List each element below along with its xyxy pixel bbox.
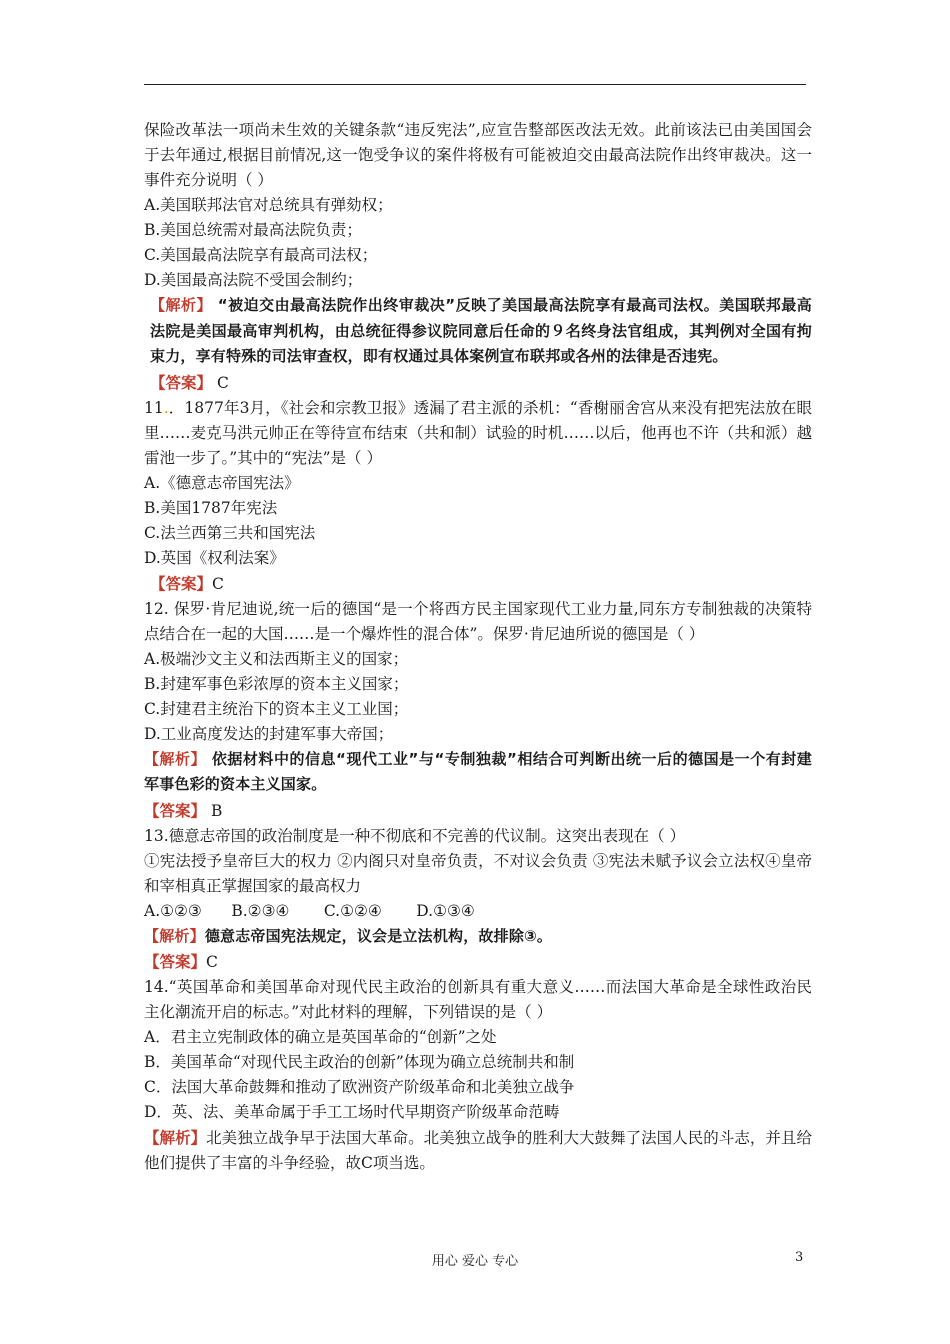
q11-stem-text: ．1877年3月，《社会和宗教卫报》透漏了君主派的杀机：“香榭丽舍宫从来没有把宪法放在眼里……麦克马洪元帅正在等待宣布结束（共和制）试验的时机……以后，他再也不许（共和派）越雷池一步了。”其中的“宪法”是（ ） [144, 398, 812, 467]
q11-option-b: B.美国1787年宪法 [144, 498, 278, 517]
q10-answer [150, 370, 812, 396]
q11-marker: . [163, 398, 169, 417]
answer-tag: 【答案】 [150, 573, 213, 593]
page-content [144, 118, 812, 1176]
q12-answer [144, 798, 812, 824]
analysis-tag: 【解析】 [144, 926, 205, 945]
q12-option-d: D.工业高度发达的封建军事大帝国； [144, 724, 394, 743]
answer-tag: 【答案】 [150, 372, 213, 392]
q13-answer-value: C [206, 953, 218, 971]
analysis-tag: 【解析】 [144, 1128, 207, 1147]
q11-answer-value: C [212, 574, 224, 593]
q10-analysis-text: “被迫交由最高法院作出终审裁决”反映了美国最高法院享有最高司法权。美国联邦最高法院是美国最高审判机构，由总统征得参议院同意后任命的９名终身法官组成，其判例对全国有拘束力，享有特殊的司法审查权，即有权通过具体案例宣布联邦或各州的法律是否违宪。 [150, 296, 812, 365]
q12-option-b: B.封建军事色彩浓厚的资本主义国家； [144, 674, 409, 693]
q12-analysis-text: 依据材料中的信息“现代工业”与“专制独裁”相结合可判断出统一后的德国是一个有封建军事色彩的资本主义国家。 [144, 749, 812, 793]
page-footer [0, 1250, 950, 1272]
q10-option-a: A.美国联邦法官对总统具有弹劾权； [144, 196, 393, 214]
q13-items: ①宪法授予皇帝巨大的权力 ②内阁只对皇帝负责，不对议会负责 ③宪法未赋予议会立法权④皇帝和宰相真正掌握国家的最高权力 [144, 851, 812, 895]
q13-choices: A.①②③ B.②③④ C.①②④ D.①③④ [144, 901, 475, 920]
q12-option-c: C.封建君主统治下的资本主义工业国； [144, 699, 409, 718]
q10-analysis [150, 293, 812, 370]
page-number: 3 [795, 1250, 804, 1265]
answer-tag: 【答案】 [144, 800, 207, 820]
q11-option-a: A.《德意志帝国宪法》 [144, 473, 300, 492]
q14-option-b: B．美国革命“对现代民主政治的创新”体现为确立总统制共和制 [144, 1053, 575, 1071]
q10-option-b: B.美国总统需对最高法院负责； [144, 221, 362, 239]
footer-text: 用心 爱心 专心 [431, 1254, 519, 1269]
q10-answer-value: C [212, 373, 229, 392]
q11-stem [144, 396, 812, 471]
q11-answer [150, 571, 812, 597]
q12-analysis [144, 747, 812, 798]
q12-answer-value: B [206, 801, 223, 820]
q11-number: 11 [144, 398, 164, 417]
q14-option-d: D．英、法、美革命属于手工工场时代早期资产阶级革命范畴 [144, 1103, 560, 1121]
q11-option-c: C.法兰西第三共和国宪法 [144, 523, 316, 542]
q13-analysis-text: 德意志帝国宪法规定，议会是立法机构，故排除③。 [204, 926, 553, 945]
q14-stem: 14.“英国革命和美国革命对现代民主政治的创新具有重大意义……而法国大革命是全球性政治民主化潮流开启的标志。”对此材料的理解，下列错误的是（ ） [144, 978, 812, 1021]
q11-option-d: D.英国《权利法案》 [144, 548, 285, 567]
q13-answer [144, 949, 812, 975]
analysis-tag: 【解析】 [150, 296, 213, 314]
analysis-tag: 【解析】 [144, 749, 207, 768]
q12-stem: 12. 保罗·肯尼迪说,统一后的德国“是一个将西方民主国家现代工业力量,同东方专制独裁的决策特点结合在一起的大国……是一个爆炸性的混合体”。保罗·肯尼迪所说的德国是（ ） [144, 599, 812, 643]
q13-stem: 13.德意志帝国的政治制度是一种不彻底和不完善的代议制。这突出表现在（ ） [144, 826, 686, 845]
header-rule [144, 84, 806, 85]
q10-option-c: C.美国最高法院享有最高司法权； [144, 246, 378, 264]
q14-analysis [144, 1125, 812, 1176]
q14-option-c: C．法国大革命鼓舞和推动了欧洲资产阶级革命和北美独立战争 [144, 1078, 575, 1096]
q14-option-a: A．君主立宪制政体的确立是英国革命的“创新”之处 [144, 1028, 497, 1046]
q12-option-a: A.极端沙文主义和法西斯主义的国家； [144, 649, 409, 668]
q14-analysis-text: 北美独立战争早于法国大革命。北美独立战争的胜利大大鼓舞了法国人民的斗志，并且给他们提供了丰富的斗争经验，故C项当选。 [144, 1129, 812, 1172]
answer-tag: 【答案】 [144, 952, 207, 971]
q13-analysis [144, 924, 812, 950]
q10-stem: 保险改革法一项尚未生效的关键条款“违反宪法”,应宣告整部医改法无效。此前该法已由美国国会于去年通过,根据目前情况,这一饱受争议的案件将极有可能被迫交由最高法院作出终审裁决。这一事件充分说明（ ） [144, 121, 812, 189]
q10-option-d: D.美国最高法院不受国会制约； [144, 271, 363, 289]
